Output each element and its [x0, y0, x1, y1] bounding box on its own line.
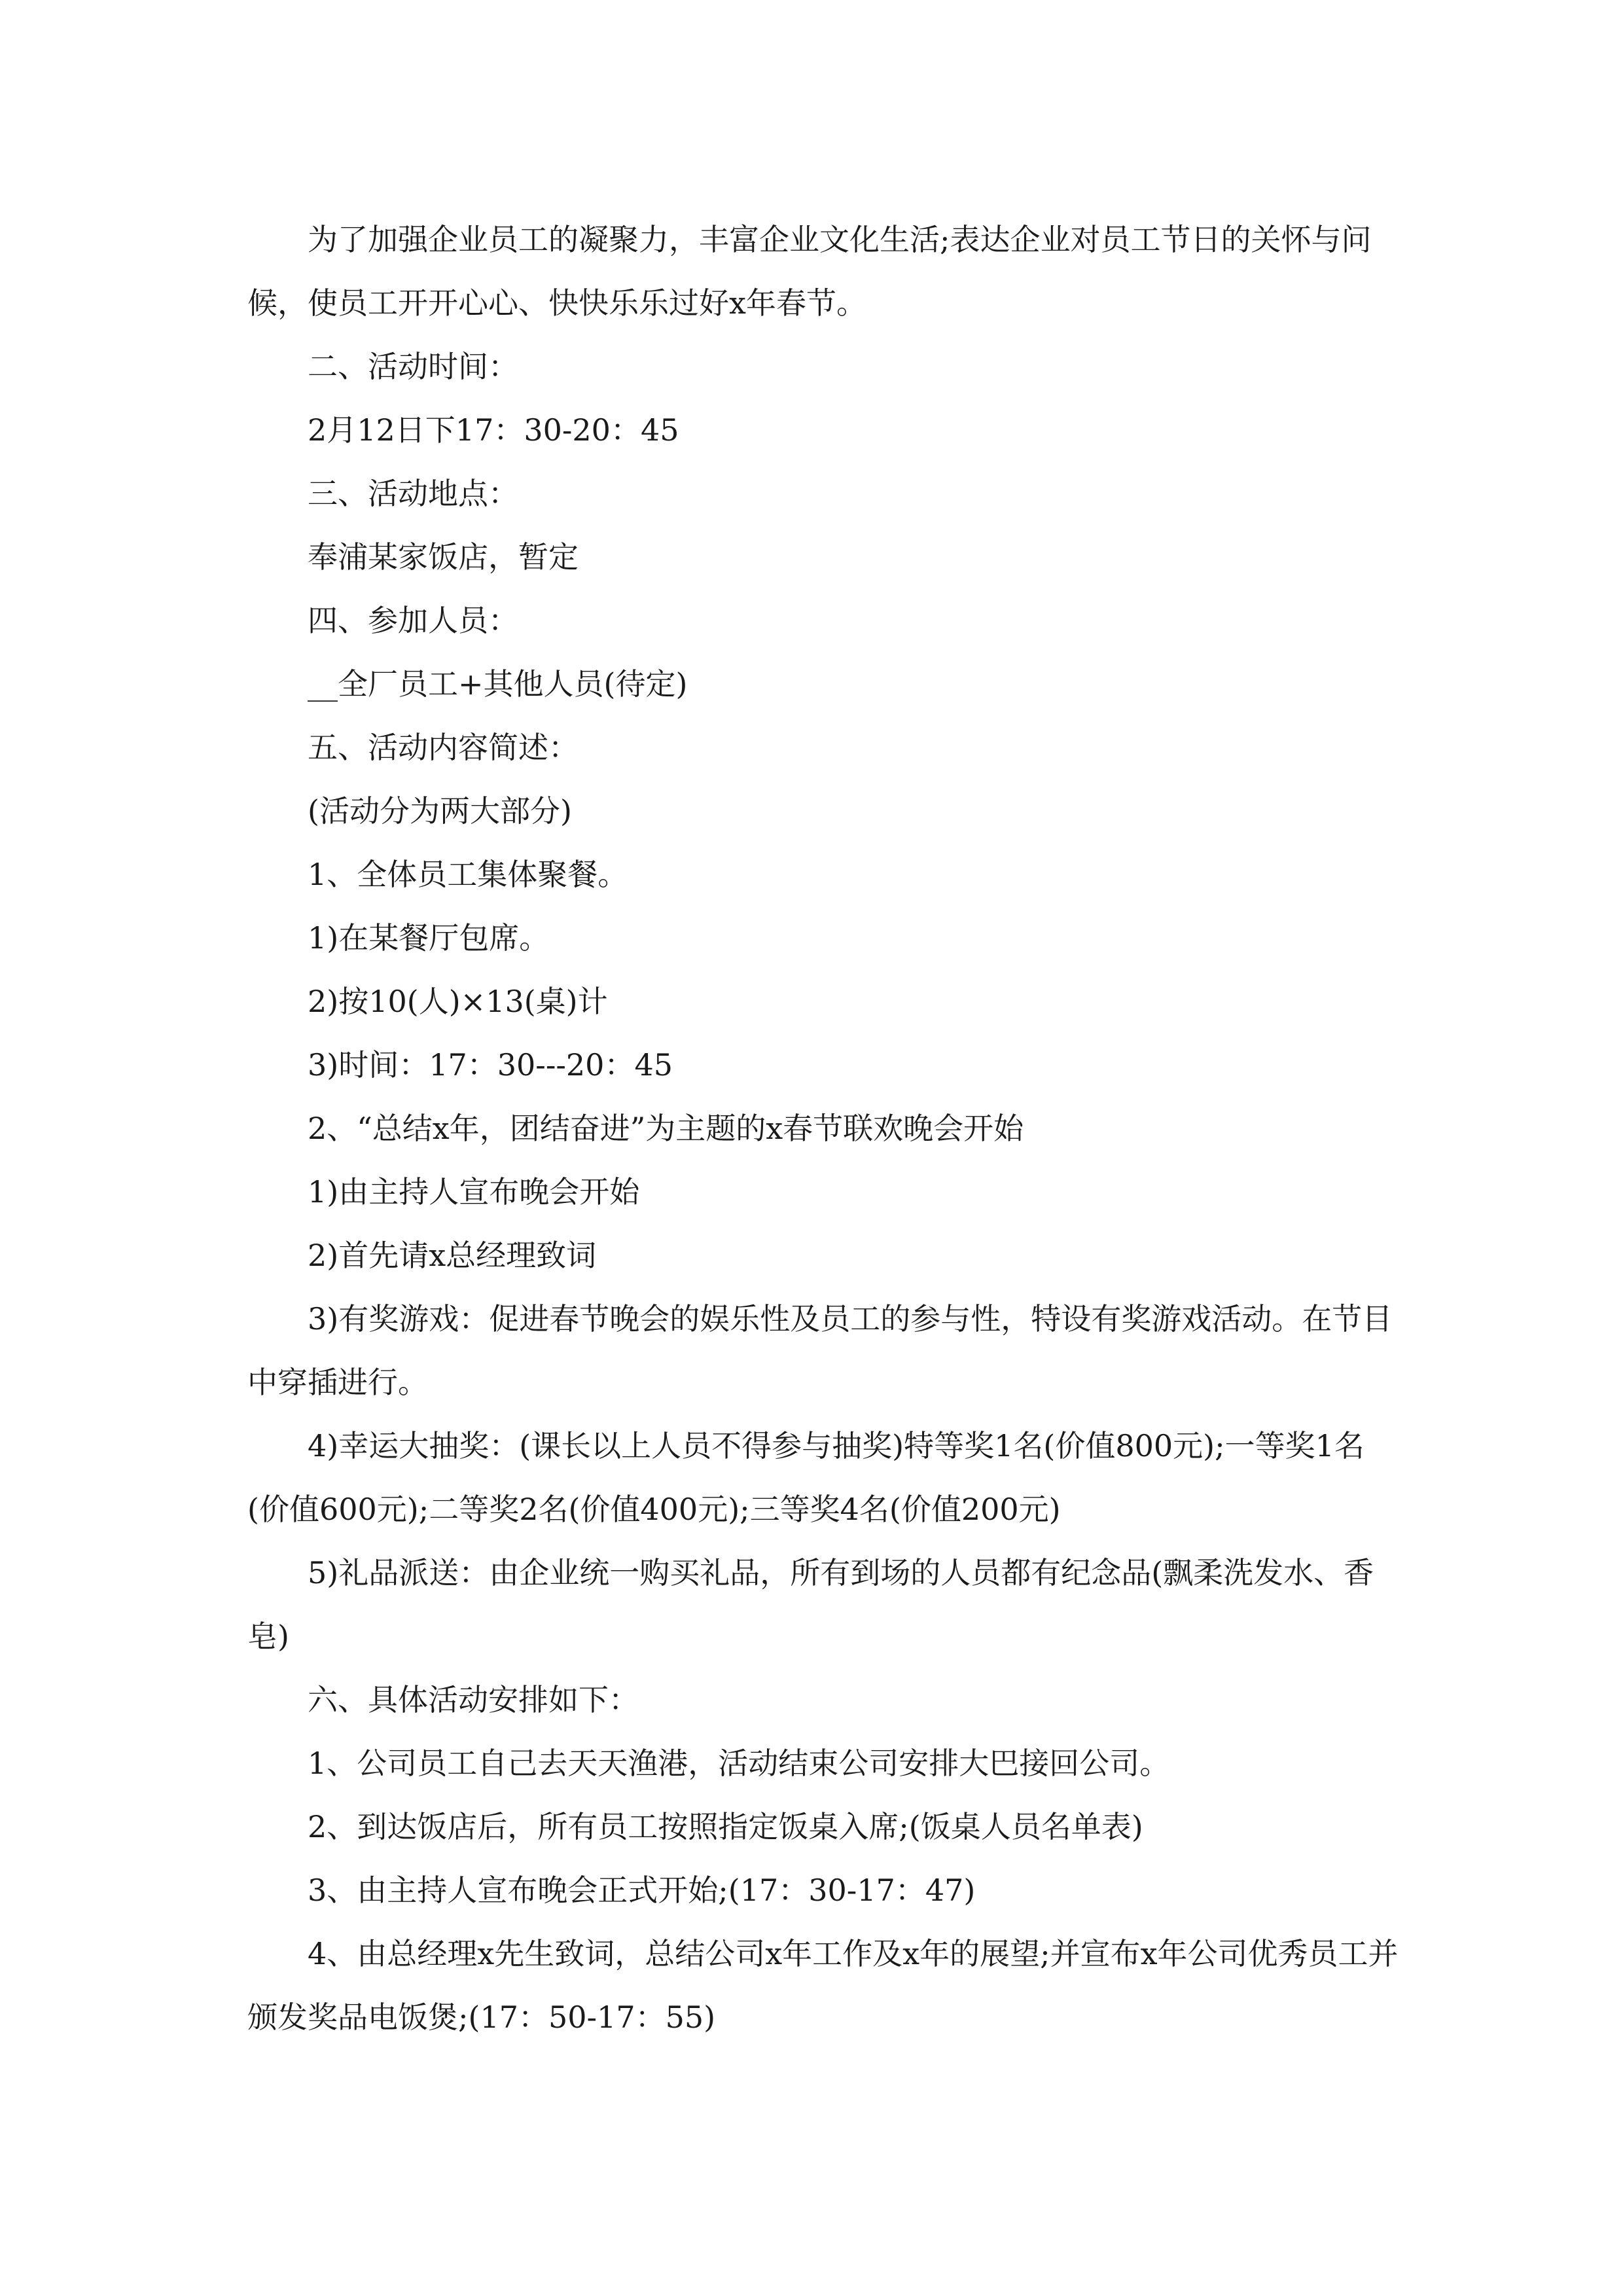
heading-participants: 四、参加人员： [308, 603, 518, 638]
heading-schedule: 六、具体活动安排如下： [308, 1682, 639, 1717]
list-item-dinner-3: 3)时间：17：30---20：45 [308, 1047, 673, 1083]
list-item-dinner-1: 1)在某餐厅包席。 [308, 920, 550, 956]
paragraph-participants: __全厂员工+其他人员(待定) [308, 666, 688, 702]
list-item-schedule-1: 1、公司员工自己去天天渔港，活动结束公司安排大巴接回公司。 [308, 1746, 1170, 1781]
list-item-dinner-2: 2)按10(人)×13(桌)计 [308, 984, 608, 1019]
heading-activity-time: 二、活动时间： [308, 349, 518, 384]
paragraph-two-parts: (活动分为两大部分) [308, 793, 572, 829]
list-item-gala: 2、“总结x年，团结奋进”为主题的x春节联欢晚会开始 [308, 1111, 1024, 1146]
heading-activity-location: 三、活动地点： [308, 476, 518, 511]
heading-activity-content: 五、活动内容简述： [308, 730, 579, 765]
list-item-gala-3: 3)有奖游戏：促进春节晚会的娱乐性及员工的参与性，特设有奖游戏活动。在节目中穿插进行。 [247, 1301, 1393, 1400]
list-item-gala-4: 4)幸运大抽奖：(课长以上人员不得参与抽奖)特等奖1名(价值800元);一等奖1名(价值600元);二等奖2名(价值400元);三等奖4名(价值200元) [247, 1428, 1364, 1527]
list-item-schedule-3: 3、由主持人宣布晚会正式开始;(17：30-17：47) [308, 1873, 976, 1908]
document-body [247, 208, 1399, 2049]
list-item-schedule-4: 4、由总经理x先生致词，总结公司x年工作及x年的展望;并宣布x年公司优秀员工并颁发奖品电饭煲;(17：50-17：55) [247, 1936, 1399, 2035]
list-item-dinner: 1、全体员工集体聚餐。 [308, 857, 628, 892]
paragraph-activity-time: 2月12日下17：30-20：45 [308, 412, 679, 448]
list-item-schedule-2: 2、到达饭店后，所有员工按照指定饭桌入席;(饭桌人员名单表) [308, 1809, 1143, 1844]
paragraph-activity-location: 奉浦某家饭店，暂定 [308, 539, 579, 575]
list-item-gala-2: 2)首先请x总经理致词 [308, 1238, 597, 1273]
list-item-gala-5: 5)礼品派送：由企业统一购买礼品，所有到场的人员都有纪念品(飘柔洗发水、香皂) [247, 1555, 1374, 1654]
paragraph-intro: 为了加强企业员工的凝聚力，丰富企业文化生活;表达企业对员工节日的关怀与问候，使员工开开心心、快快乐乐过好x年春节。 [247, 222, 1372, 321]
list-item-gala-1: 1)由主持人宣布晚会开始 [308, 1174, 640, 1210]
